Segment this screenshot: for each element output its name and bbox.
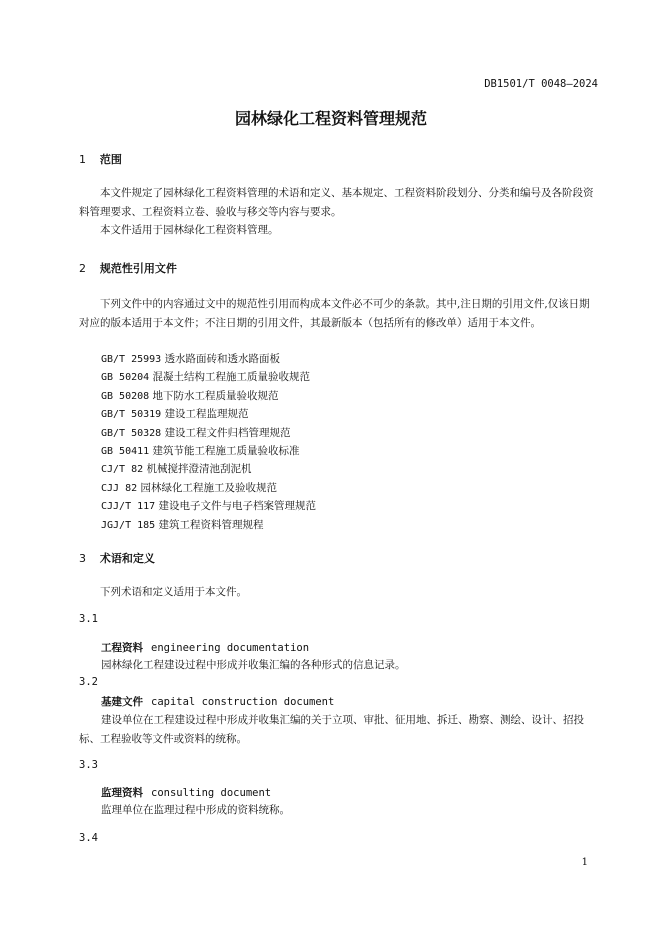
clause-number: 3.2 bbox=[79, 676, 98, 688]
reference-name: 透水路面砖和透水路面板 bbox=[164, 353, 281, 365]
reference-name: 建筑节能工程施工质量验收标准 bbox=[152, 444, 300, 457]
section-1-paragraph-1: 本文件规定了园林绿化工程资料管理的术语和定义、基本规定、工程资料阶段划分、分类和编号及各阶段资料管理要求、工程资料立卷、验收与移交等内容与要求。 bbox=[79, 187, 594, 218]
section-title: 规范性引用文件 bbox=[99, 262, 177, 275]
reference-code: JGJ/T 185 bbox=[101, 519, 156, 531]
reference-name: 混凝土结构工程施工质量验收规范 bbox=[152, 371, 311, 384]
section-3-heading bbox=[79, 550, 155, 566]
reference-item bbox=[101, 442, 316, 460]
reference-item bbox=[101, 460, 316, 478]
term-chinese: 基建文件 bbox=[101, 696, 143, 708]
section-number: 3 bbox=[79, 552, 86, 565]
reference-name: 地下防水工程质量验收规范 bbox=[152, 389, 279, 402]
reference-list bbox=[101, 350, 316, 534]
term-definition: 园林绿化工程建设过程中形成并收集汇编的各种形式的信息记录。 bbox=[101, 659, 406, 671]
term-english: engineering documentation bbox=[151, 642, 310, 654]
reference-code: GB 50411 bbox=[101, 445, 150, 457]
reference-code: GB/T 50319 bbox=[101, 409, 162, 421]
section-title: 术语和定义 bbox=[99, 552, 155, 565]
section-2-heading bbox=[79, 260, 177, 276]
reference-code: GB/T 50328 bbox=[101, 427, 162, 439]
term-heading bbox=[101, 785, 271, 800]
section-title: 范围 bbox=[99, 153, 122, 166]
document-code: DB1501/T 0048—2024 bbox=[484, 78, 598, 90]
clause-number: 3.3 bbox=[79, 759, 98, 771]
term-chinese: 工程资料 bbox=[101, 642, 143, 654]
term-heading bbox=[101, 694, 334, 709]
term-english: consulting document bbox=[151, 787, 272, 799]
reference-item bbox=[101, 497, 316, 515]
term-chinese: 监理资料 bbox=[101, 787, 143, 799]
reference-name: 建设工程监理规范 bbox=[164, 408, 249, 421]
clause-number: 3.1 bbox=[79, 613, 98, 625]
section-number: 1 bbox=[79, 153, 86, 166]
reference-item bbox=[101, 424, 316, 442]
term-definition: 监理单位在监理过程中形成的资料统称。 bbox=[101, 804, 290, 816]
reference-name: 建设电子文件与电子档案管理规范 bbox=[158, 500, 317, 513]
reference-code: CJJ/T 117 bbox=[101, 501, 156, 513]
reference-name: 机械搅拌澄清池刮泥机 bbox=[146, 463, 252, 476]
reference-name: 园林绿化工程施工及验收规范 bbox=[140, 481, 277, 494]
document-title: 园林绿化工程资料管理规范 bbox=[234, 109, 427, 128]
page-number: 1 bbox=[581, 857, 588, 868]
section-1-paragraph-2: 本文件适用于园林绿化工程资料管理。 bbox=[100, 224, 279, 236]
reference-code: GB 50208 bbox=[101, 390, 150, 402]
reference-item bbox=[101, 405, 316, 423]
term-heading bbox=[101, 640, 309, 655]
reference-item bbox=[101, 387, 316, 405]
section-1-heading bbox=[79, 151, 122, 167]
reference-item bbox=[101, 516, 316, 534]
reference-code: CJ/T 82 bbox=[101, 464, 144, 476]
reference-item bbox=[101, 479, 316, 497]
section-3-paragraph-1: 下列术语和定义适用于本文件。 bbox=[100, 586, 247, 598]
reference-name: 建设工程文件归档管理规范 bbox=[164, 426, 291, 439]
reference-code: GB/T 25993 bbox=[101, 354, 162, 365]
term-english: capital construction document bbox=[151, 696, 335, 708]
term-definition: 建设单位在工程建设过程中形成并收集汇编的关于立项、审批、征用地、拆迁、勘察、测绘、设计、招投标、工程验收等文件或资料的统称。 bbox=[79, 714, 584, 745]
section-2-paragraph-1: 下列文件中的内容通过文中的规范性引用而构成本文件必不可少的条款。其中,注日期的引用文件,仅该日期对应的版本适用于本文件；不注日期的引用文件，其最新版本（包括所有的修改单）适用于本文件。 bbox=[79, 298, 590, 329]
reference-code: CJJ 82 bbox=[101, 482, 138, 494]
clause-number: 3.4 bbox=[79, 832, 98, 844]
reference-code: GB 50204 bbox=[101, 372, 150, 384]
reference-item bbox=[101, 368, 316, 386]
section-number: 2 bbox=[79, 262, 86, 275]
reference-item bbox=[101, 350, 316, 368]
reference-name: 建筑工程资料管理规程 bbox=[158, 518, 264, 531]
